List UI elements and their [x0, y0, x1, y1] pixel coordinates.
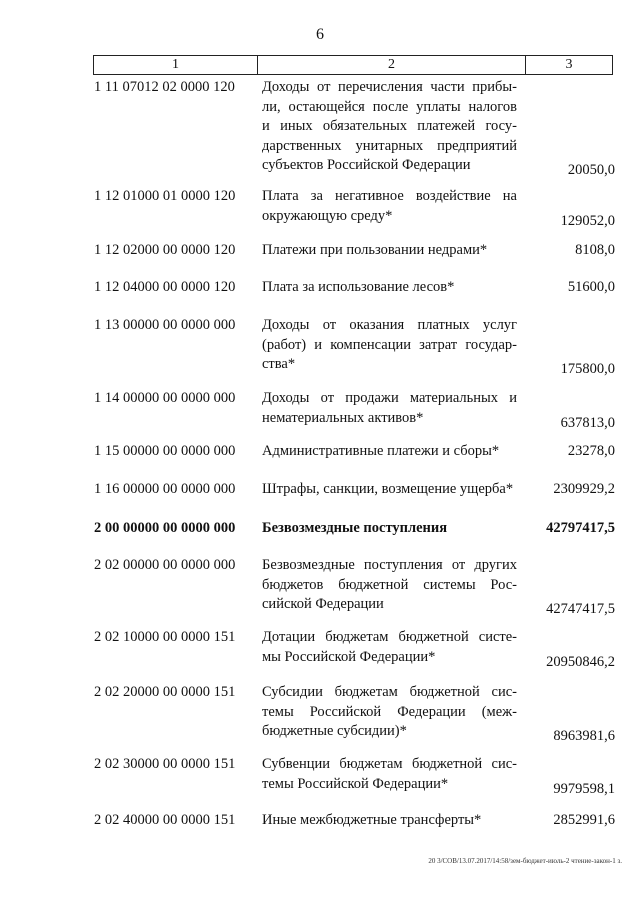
revenue-name — [262, 811, 517, 831]
revenue-name-line: бюджетные субсидии)* — [262, 723, 407, 739]
revenue-name-line: Штрафы, санкции, возмещение ущерба* — [262, 481, 514, 497]
revenue-name — [262, 187, 517, 226]
revenue-name — [262, 556, 517, 615]
budget-code: 1 15 00000 00 0000 000 — [94, 443, 236, 459]
revenue-name — [262, 78, 517, 176]
budget-code: 2 02 30000 00 0000 151 — [94, 756, 236, 772]
revenue-name-line: (работ) и компенсации затрат государ- — [262, 336, 517, 353]
revenue-name-line: Безвозмездные поступления — [262, 520, 448, 536]
revenue-name-line: Субсидии бюджетам бюджетной сис- — [262, 684, 517, 700]
revenue-name — [262, 755, 517, 794]
budget-code: 2 02 10000 00 0000 151 — [94, 629, 236, 645]
footer-note: 20 3/СОВ/13.07.2017/14:58/зем-бюджет-июль-2 чтение-закон-1 з. — [428, 857, 622, 865]
budget-code: 2 02 40000 00 0000 151 — [94, 812, 236, 828]
revenue-name-line: окружающую среду* — [262, 207, 393, 224]
amount-value: 8963981,6 — [553, 728, 615, 744]
revenue-name-line: мы Российской Федерации* — [262, 648, 436, 665]
revenue-name — [262, 480, 517, 500]
revenue-name — [262, 442, 517, 462]
revenue-name-line: и иных обязательных платежей госу- — [262, 118, 517, 134]
revenue-name-line: Плата за негативное воздействие на — [262, 188, 517, 204]
revenue-name-line: сийской Федерации — [262, 596, 384, 612]
amount-value: 42797417,5 — [546, 520, 615, 536]
revenue-name-line: Административные платежи и сборы* — [262, 443, 500, 459]
budget-code: 1 13 00000 00 0000 000 — [94, 317, 236, 333]
amount-value: 637813,0 — [560, 414, 615, 431]
revenue-name-line: темы Российской Федерации* — [262, 775, 449, 792]
revenue-name-line: Платежи при пользовании недрами* — [262, 242, 488, 258]
budget-code: 2 02 00000 00 0000 000 — [94, 557, 236, 573]
revenue-name-line: нематериальных активов* — [262, 409, 424, 426]
revenue-name — [262, 241, 517, 261]
column-header-2: 2 — [258, 56, 526, 74]
revenue-name-line: Плата за использование лесов* — [262, 279, 455, 295]
amount-value: 42747417,5 — [546, 601, 615, 617]
amount-value: 2852991,6 — [553, 812, 615, 828]
page-number: 6 — [316, 26, 324, 43]
revenue-name — [262, 389, 517, 428]
revenue-name-line: Доходы от оказания платных услуг — [262, 317, 517, 333]
budget-code: 1 11 07012 02 0000 120 — [94, 79, 235, 95]
amount-value: 23278,0 — [567, 443, 615, 459]
revenue-name-line: Доходы от перечисления части прибы- — [262, 79, 517, 95]
revenue-name — [262, 683, 517, 742]
column-header-3: 3 — [565, 57, 573, 72]
budget-code: 1 12 04000 00 0000 120 — [94, 279, 236, 295]
revenue-name-line: темы Российской Федерации (меж- — [262, 703, 517, 720]
amount-value: 20950846,2 — [546, 653, 615, 670]
table-header — [93, 55, 613, 75]
amount-value: 129052,0 — [560, 212, 615, 229]
column-header-1: 1 — [94, 56, 258, 74]
revenue-name — [262, 519, 517, 539]
amount-value: 9979598,1 — [553, 780, 615, 797]
revenue-name — [262, 278, 517, 298]
revenue-name-line: Дотации бюджетам бюджетной систе- — [262, 629, 517, 645]
budget-code: 2 00 00000 00 0000 000 — [94, 520, 236, 536]
revenue-name — [262, 316, 517, 375]
revenue-name-line: субъектов Российской Федерации — [262, 157, 471, 173]
budget-code: 2 02 20000 00 0000 151 — [94, 684, 236, 700]
revenue-name-line: Доходы от продажи материальных и — [262, 390, 517, 406]
amount-value: 20050,0 — [567, 162, 615, 178]
revenue-name-line: бюджетов бюджетной системы Рос- — [262, 576, 517, 593]
budget-code: 1 12 02000 00 0000 120 — [94, 242, 236, 258]
amount-value: 51600,0 — [567, 279, 615, 295]
budget-code: 1 16 00000 00 0000 000 — [94, 481, 236, 497]
amount-value: 8108,0 — [575, 242, 615, 258]
amount-value: 2309929,2 — [553, 481, 615, 497]
budget-code: 1 14 00000 00 0000 000 — [94, 390, 236, 406]
revenue-name-line: Иные межбюджетные трансферты* — [262, 812, 482, 828]
amount-value: 175800,0 — [560, 361, 615, 377]
revenue-name-line: ли, остающейся после уплаты налогов — [262, 98, 517, 115]
revenue-name-line: дарственных унитарных предприятий — [262, 137, 517, 154]
budget-code: 1 12 01000 01 0000 120 — [94, 188, 236, 204]
revenue-name — [262, 628, 517, 667]
revenue-name-line: ства* — [262, 356, 296, 372]
revenue-name-line: Безвозмездные поступления от других — [262, 557, 517, 573]
revenue-name-line: Субвенции бюджетам бюджетной сис- — [262, 756, 517, 772]
